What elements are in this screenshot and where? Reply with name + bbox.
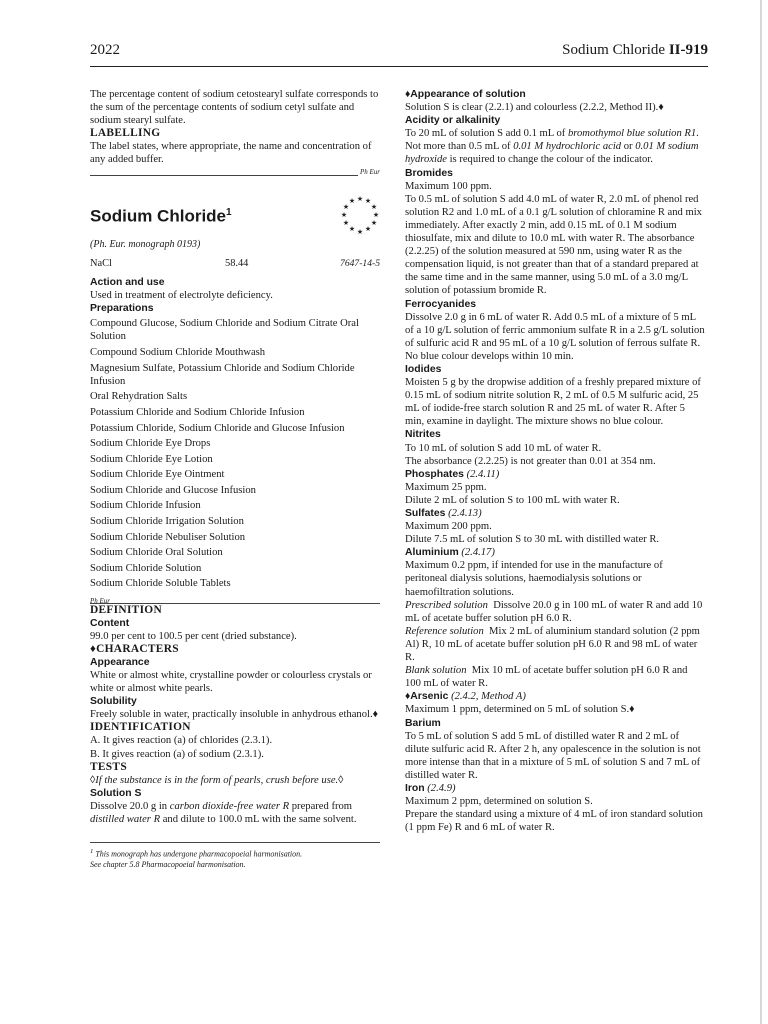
barium-text: To 5 mL of solution S add 5 mL of distilled water R and 2 mL of dilute sulfuric acid R. After 2 h, any opalescence in the solution is not more intense than that in a mixture of 5 mL of solution S and 7 mL of distilled water R. <box>405 730 701 781</box>
list-item: Sodium Chloride Eye Lotion <box>90 453 213 465</box>
iodides-text: Moisten 5 g by the dropwise addition of a freshly prepared mixture of 0.15 mL of sodium nitrite solution R, 2 mL of 0.5 M sulfuric acid, 25 mL of iodide-free starch solution R and 25 mL of water R. After 5 min, examine in daylight. The mixture shows no blue colour. <box>405 377 701 428</box>
svg-text:★: ★ <box>370 202 378 211</box>
text-run: prepared from <box>289 800 353 812</box>
formula-row <box>90 257 380 270</box>
svg-text:★: ★ <box>372 210 380 219</box>
iron-text: Prepare the standard using a mixture of 4 mL of iron standard solution (1 ppm Fe) R and 6 mL of water R. <box>405 809 703 834</box>
text-run: . Not more than 0.5 mL of <box>405 128 699 153</box>
ph-eur-mark-2: Ph Eur <box>90 596 111 605</box>
nitrites-text-2: The absorbance (2.2.25) is not greater than 0.01 at 354 nm. <box>405 455 656 467</box>
monograph-title-block <box>90 194 380 276</box>
list-item: Compound Glucose, Sodium Chloride and Sodium Citrate Oral Solution <box>90 318 359 343</box>
footnote <box>90 847 380 870</box>
aluminium-text: Maximum 0.2 ppm, if intended for use in the manufacture of peritoneal dialysis solutions, haemodialysis solutions or haemofiltration solutions. <box>405 560 663 598</box>
text-run: To 20 mL of solution S add 0.1 mL of <box>405 128 568 140</box>
sulfates-heading-line <box>405 507 705 520</box>
characters-heading: ♦CHARACTERS <box>90 642 179 655</box>
solubility-heading: Solubility <box>90 696 137 708</box>
solubility-text: Freely soluble in water, practically insoluble in anhydrous ethanol.♦ <box>90 709 378 721</box>
appearance-text: White or almost white, crystalline powder or colourless crystals or white or almost white pearls. <box>90 670 372 695</box>
tests-note-text: ◊If the substance is in the form of pearls, crush before use.◊ <box>90 774 344 786</box>
list-item: Sodium Chloride Nebuliser Solution <box>90 531 246 543</box>
prescribed-label: Prescribed solution <box>405 599 488 611</box>
monograph-reference: (Ph. Eur. monograph 0193) <box>90 238 201 250</box>
footnote-rule <box>90 842 380 843</box>
bromides-limit: Maximum 100 ppm. <box>405 180 492 192</box>
action-heading: Action and use <box>90 276 165 288</box>
blank-label: Blank solution <box>405 665 467 677</box>
footnote-line-2: See chapter 5.8 Pharmacopoeial harmonisation. <box>90 859 246 869</box>
footnote-ref: 1 <box>226 206 232 218</box>
reference-label: Reference solution <box>405 625 484 637</box>
content-heading: Content <box>90 617 130 629</box>
iron-ref: (2.4.9) <box>427 782 456 794</box>
reference-text: Mix 2 mL of aluminium standard solution (2 ppm Al) R, 10 mL of acetate buffer solution pH 6.0 R and 98 mL of water R. <box>405 625 700 664</box>
aluminium-heading: Aluminium <box>405 547 459 559</box>
definition-heading: DEFINITION <box>90 603 162 616</box>
footnote-line-1: This monograph has undergone pharmacopoeial harmonisation. <box>95 849 303 859</box>
identification-b: B. It gives reaction (a) of sodium (2.3.1). <box>90 748 264 760</box>
left-column <box>90 88 380 870</box>
appearance-solution-text: Solution S is clear (2.2.1) and colourless (2.2.2, Method II).♦ <box>405 102 664 114</box>
bromides-text: To 0.5 mL of solution S add 4.0 mL of water R, 2.0 mL of phenol red solution R2 and 1.0 mL of a 0.1 g/L solution of chloramine R and mix immediately. After exactly 2 min, add 0.15 mL of 0.1 M sodium thiosulfate, mix and dilute to 10.0 mL with water R. The absorbance (2.2.25) of the solution measured at 590 nm, using water R as the compensation liquid, is not greater than that of a standard prepared at the same time and in the same manner, using 5.0 mL of a 3.0 mg/L solution of potassium bromide R. <box>405 193 702 297</box>
reagent-name: distilled water R <box>90 814 161 826</box>
page-edge <box>760 0 762 1024</box>
preparations-heading: Preparations <box>90 302 154 314</box>
list-item: Sodium Chloride Eye Drops <box>90 438 211 450</box>
iron-heading-line <box>405 782 705 795</box>
phosphates-heading: Phosphates <box>405 468 464 480</box>
ph-eur-mark: Ph Eur <box>358 166 380 179</box>
running-title-text: Sodium Chloride <box>562 42 666 58</box>
arsenic-heading: ♦Arsenic <box>405 691 449 703</box>
ph-eur-rule <box>90 169 380 176</box>
svg-text:★: ★ <box>370 218 378 227</box>
blank-text: Mix 10 mL of acetate buffer solution pH 6.0 R and 100 mL of water R. <box>405 665 688 690</box>
phosphates-heading-line <box>405 468 705 481</box>
list-item: Sodium Chloride and Glucose Infusion <box>90 484 256 496</box>
cas-number: 7647-14-5 <box>340 257 380 269</box>
monograph-title <box>90 206 232 226</box>
list-item: Sodium Chloride Oral Solution <box>90 547 223 559</box>
list-item: Oral Rehydration Salts <box>90 391 188 403</box>
molecular-weight: 58.44 <box>225 257 249 269</box>
aluminium-heading-line <box>405 546 705 559</box>
svg-text:★: ★ <box>356 194 364 203</box>
acidity-heading: Acidity or alkalinity <box>405 115 501 127</box>
acidity-text <box>405 127 705 166</box>
iron-heading: Iron <box>405 782 425 794</box>
sulfates-limit: Maximum 200 ppm. <box>405 521 492 533</box>
iodides-heading: Iodides <box>405 363 442 375</box>
prescribed-solution <box>405 599 705 625</box>
phosphates-ref: (2.4.11) <box>466 468 500 480</box>
eu-stars-icon <box>338 194 382 238</box>
chemical-formula: NaCl <box>90 257 112 269</box>
list-item: Sodium Chloride Irrigation Solution <box>90 516 244 528</box>
ph-eur-rule-2 <box>90 595 380 604</box>
text-run: or <box>621 141 636 153</box>
list-item: Potassium Chloride, Sodium Chloride and Glucose Infusion <box>90 422 345 434</box>
reagent-name: carbon dioxide-free water R <box>169 800 290 812</box>
list-item: Sodium Chloride Solution <box>90 562 202 574</box>
arsenic-heading-line <box>405 690 705 703</box>
running-title <box>562 42 708 59</box>
action-text: Used in treatment of electrolyte deficiency. <box>90 289 273 301</box>
svg-text:★: ★ <box>356 227 364 236</box>
list-item: Sodium Chloride Infusion <box>90 500 201 512</box>
footnote-number: 1 <box>90 848 94 856</box>
svg-text:★: ★ <box>364 196 372 205</box>
barium-heading: Barium <box>405 717 441 729</box>
monograph-title-text: Sodium Chloride <box>90 206 226 226</box>
nitrites-text-1: To 10 mL of solution S add 10 mL of water R. <box>405 442 602 454</box>
sulfates-text: Dilute 7.5 mL of solution S to 30 mL with distilled water R. <box>405 534 660 546</box>
content-text: 99.0 per cent to 100.5 per cent (dried substance). <box>90 630 297 642</box>
arsenic-ref: (2.4.2, Method A) <box>451 691 526 703</box>
list-item: Magnesium Sulfate, Potassium Chloride and Sodium Chloride Infusion <box>90 362 355 387</box>
reagent-name: 0.01 M hydrochloric acid <box>513 141 622 153</box>
labelling-heading: LABELLING <box>90 127 161 140</box>
blank-solution <box>405 664 705 690</box>
list-item: Sodium Chloride Soluble Tablets <box>90 578 231 590</box>
phosphates-limit: Maximum 25 ppm. <box>405 481 487 493</box>
phosphates-text: Dilute 2 mL of solution S to 100 mL with water R. <box>405 494 620 506</box>
arsenic-text: Maximum 1 ppm, determined on 5 mL of solution S.♦ <box>405 704 635 716</box>
reagent-name: 0.01 M sodium hydroxide <box>405 141 699 166</box>
edition-year: 2022 <box>90 42 120 58</box>
text-run: and dilute to 100.0 mL with the same solvent. <box>160 814 357 826</box>
identification-heading: IDENTIFICATION <box>90 721 191 734</box>
svg-text:★: ★ <box>348 224 356 233</box>
text-run: Dissolve 20.0 g in <box>90 800 170 812</box>
sulfates-ref: (2.4.13) <box>448 508 482 519</box>
svg-text:★: ★ <box>342 202 350 211</box>
prescribed-text: Dissolve 20.0 g in 100 mL of water R and add 10 mL of acetate buffer solution pH 6.0 R. <box>405 599 703 624</box>
aluminium-ref: (2.4.17) <box>461 547 495 559</box>
svg-text:★: ★ <box>342 218 350 227</box>
preparations-list <box>90 317 380 590</box>
tests-heading: TESTS <box>90 760 127 773</box>
solution-s-heading: Solution S <box>90 787 142 799</box>
identification-a: A. It gives reaction (a) of chlorides (2.3.1). <box>90 735 273 747</box>
iron-limit: Maximum 2 ppm, determined on solution S. <box>405 796 593 808</box>
reagent-name: bromothymol blue solution R1 <box>567 128 697 140</box>
bromides-heading: Bromides <box>405 167 453 179</box>
appearance-solution-heading: ♦Appearance of solution <box>405 89 526 100</box>
page-number: II-919 <box>668 42 708 58</box>
tests-note <box>90 774 380 787</box>
intro-paragraph: The percentage content of sodium cetostearyl sulfate corresponds to the sum of the percentage contents of sodium cetyl sulfate and sodium stearyl sulfate. <box>90 89 379 127</box>
svg-text:★: ★ <box>348 196 356 205</box>
sulfates-heading: Sulfates <box>405 508 446 519</box>
text-run: is required to change the colour of the indicator. <box>446 154 653 166</box>
ferrocyanides-heading: Ferrocyanides <box>405 298 477 310</box>
reference-solution <box>405 625 705 664</box>
ferrocyanides-text: Dissolve 2.0 g in 6 mL of water R. Add 0.5 mL of a mixture of 5 mL of a 10 g/L solution of ferric ammonium sulfate R in a 2.5 g/L solution of sulfuric acid R and 95 mL of a 10 g/L solution of ferrous sulfate R. No blue colour develops within 10 min. <box>405 311 705 362</box>
nitrites-heading: Nitrites <box>405 429 441 441</box>
right-column <box>405 88 705 834</box>
svg-text:★: ★ <box>364 224 372 233</box>
labelling-text: The label states, where appropriate, the name and concentration of any added buffer. <box>90 141 372 166</box>
list-item: Potassium Chloride and Sodium Chloride Infusion <box>90 406 305 418</box>
page-header <box>90 42 708 67</box>
list-item: Sodium Chloride Eye Ointment <box>90 469 225 481</box>
svg-text:★: ★ <box>340 210 348 219</box>
list-item: Compound Sodium Chloride Mouthwash <box>90 347 266 359</box>
appearance-heading: Appearance <box>90 656 150 668</box>
solution-s-text <box>90 800 380 826</box>
